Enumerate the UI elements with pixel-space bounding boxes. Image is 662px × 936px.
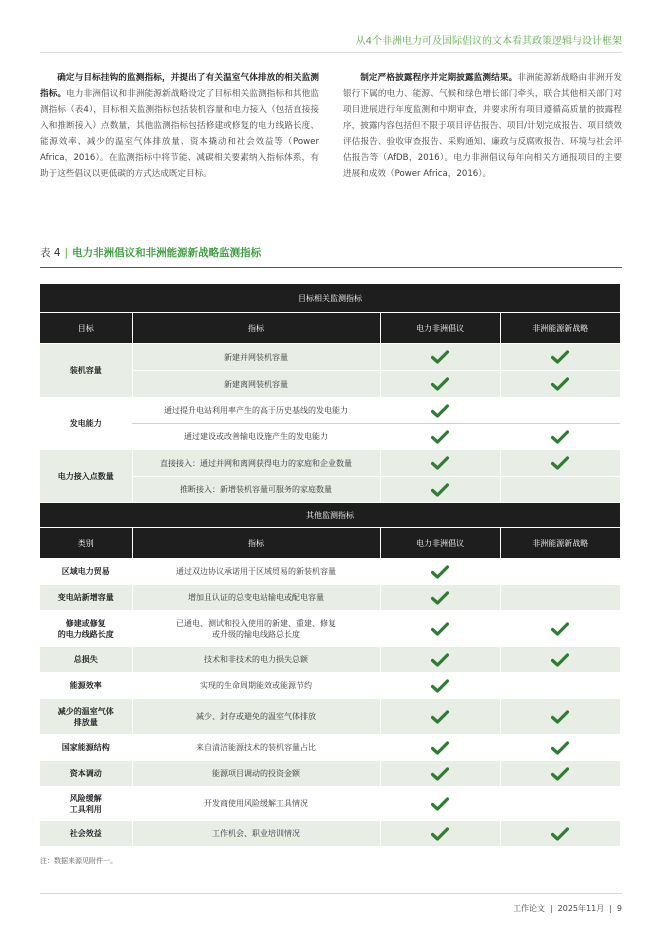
check-icon <box>551 653 569 667</box>
goal-cell: 电力接入点数量 <box>40 450 132 503</box>
footer-separator: | <box>549 904 553 913</box>
table-caption-title: 电力非洲倡议和非洲能源新战略监测指标 <box>72 247 262 259</box>
check-icon <box>431 741 449 755</box>
new-deal-check-cell <box>500 424 620 450</box>
column-header: 非洲能源新战略 <box>500 313 620 344</box>
power-africa-check-cell <box>380 344 500 371</box>
table-row <box>40 673 620 699</box>
check-icon <box>551 377 569 391</box>
check-icon <box>431 377 449 391</box>
table-row <box>40 611 620 647</box>
page-footer <box>513 903 622 914</box>
power-africa-check-cell <box>380 821 500 847</box>
check-icon <box>551 456 569 470</box>
column-header: 指标 <box>132 313 380 344</box>
category-cell: 减少的温室气体 排放量 <box>40 699 132 735</box>
power-africa-check-cell <box>380 585 500 611</box>
new-deal-check-cell <box>500 398 620 424</box>
new-deal-check-cell <box>500 699 620 735</box>
category-cell: 风险缓解 工具利用 <box>40 787 132 821</box>
other-indicators-body <box>40 559 620 847</box>
left-paragraph <box>40 70 319 182</box>
table-row <box>40 398 620 424</box>
column-header: 电力非洲倡议 <box>380 528 500 559</box>
check-icon <box>551 710 569 724</box>
new-deal-check-cell <box>500 761 620 787</box>
power-africa-check-cell <box>380 424 500 450</box>
check-icon <box>431 797 449 811</box>
indicator-cell: 推断接入：新增装机容量可服务的家庭数量 <box>132 477 380 503</box>
power-africa-check-cell <box>380 673 500 699</box>
new-deal-check-cell <box>500 371 620 398</box>
indicator-cell: 通过建设或改善输电设施产生的发电能力 <box>132 424 380 450</box>
right-paragraph-text: 非洲能源新战略由非洲开发银行下属的电力、能源、气候和绿色增长部门牵头，联合其他相关部门对项目进展进行年度监测和中期审查，并要求所有项目遵循高质量的披露程序，披露内容包括但不限于项目评估报告、项目/计划完成报告、项目绩效评估报告、验收审查报告、采购通知、廉政与反腐败报告、环境与社会评估报告等（AfDB，2016）。电力非洲倡议每年向相关方通报项目的主要进展和成效（Power Africa，2016）。 <box>343 73 622 179</box>
table-row <box>40 450 620 477</box>
table-row <box>40 647 620 673</box>
left-column <box>40 70 319 182</box>
right-paragraph <box>343 70 622 182</box>
indicator-cell: 已通电、测试和投入使用的新建、重建、修复 或升级的输电线路总长度 <box>132 611 380 647</box>
power-africa-check-cell <box>380 647 500 673</box>
column-header-row <box>40 528 620 559</box>
check-icon <box>431 767 449 781</box>
new-deal-check-cell <box>500 344 620 371</box>
page-number: 9 <box>616 904 622 913</box>
goal-cell: 发电能力 <box>40 398 132 450</box>
indicator-cell: 工作机会、职业培训情况 <box>132 821 380 847</box>
table-caption <box>40 245 261 260</box>
power-africa-check-cell <box>380 398 500 424</box>
footer-divider <box>40 893 622 894</box>
power-africa-check-cell <box>380 761 500 787</box>
power-africa-check-cell <box>380 699 500 735</box>
check-icon <box>431 430 449 444</box>
new-deal-check-cell <box>500 559 620 585</box>
header-divider <box>40 52 622 53</box>
new-deal-check-cell <box>500 647 620 673</box>
table-row <box>40 585 620 611</box>
category-cell: 国家能源结构 <box>40 735 132 761</box>
indicator-cell: 通过提升电站利用率产生的高于历史基线的发电能力 <box>132 398 380 424</box>
table-caption-separator: | <box>64 247 69 259</box>
category-cell: 修建或修复 的电力线路长度 <box>40 611 132 647</box>
table-row <box>40 559 620 585</box>
new-deal-check-cell <box>500 611 620 647</box>
column-header: 目标 <box>40 313 132 344</box>
check-icon <box>431 350 449 364</box>
column-header: 指标 <box>132 528 380 559</box>
category-cell: 能源效率 <box>40 673 132 699</box>
new-deal-check-cell <box>500 821 620 847</box>
check-icon <box>551 827 569 841</box>
indicator-cell: 技术和非技术的电力损失总额 <box>132 647 380 673</box>
table-row <box>40 761 620 787</box>
power-africa-check-cell <box>380 787 500 821</box>
indicator-cell: 来自清洁能源技术的装机容量占比 <box>132 735 380 761</box>
check-icon <box>431 710 449 724</box>
column-header: 电力非洲倡议 <box>380 313 500 344</box>
column-header-row <box>40 313 620 344</box>
indicator-cell: 减少、封存或避免的温室气体排放 <box>132 699 380 735</box>
new-deal-check-cell <box>500 477 620 503</box>
section-title: 目标相关监测指标 <box>40 284 620 313</box>
check-icon <box>551 430 569 444</box>
indicator-cell: 实现的生命周期能效或能源节约 <box>132 673 380 699</box>
power-africa-check-cell <box>380 735 500 761</box>
power-africa-check-cell <box>380 371 500 398</box>
new-deal-check-cell <box>500 673 620 699</box>
table-note: 注：数据来源见附件一。 <box>40 857 117 865</box>
check-icon <box>551 741 569 755</box>
left-paragraph-text: 电力非洲倡议和非洲能源新战略设定了目标相关监测指标和其他监测指标（表4），目标相关监测指标包括装机容量和电力接入（包括直接接入和推断接入）点数量，其他监测指标包括修建或修复的电力线路长度、能源效率、减少的温室气体排放量、资本撬动和社会效益等（Power Africa，2016）。在监测指标中将节能、减碳相关要素纳入指标体系，有助于这些倡议以更低碳的方式达成既定目标。 <box>40 89 319 179</box>
right-column <box>343 70 622 182</box>
indicator-cell: 新建并网装机容量 <box>132 344 380 371</box>
indicator-cell: 能源项目调动的投资金额 <box>132 761 380 787</box>
check-icon <box>431 653 449 667</box>
section-title: 其他监测指标 <box>40 503 620 528</box>
goal-cell: 装机容量 <box>40 344 132 398</box>
check-icon <box>431 456 449 470</box>
check-icon <box>551 622 569 636</box>
table-row <box>40 735 620 761</box>
check-icon <box>431 827 449 841</box>
footer-label: 工作论文 <box>512 904 545 913</box>
power-africa-check-cell <box>380 559 500 585</box>
category-cell: 区域电力贸易 <box>40 559 132 585</box>
check-icon <box>551 350 569 364</box>
check-icon <box>551 767 569 781</box>
power-africa-check-cell <box>380 611 500 647</box>
category-cell: 资本调动 <box>40 761 132 787</box>
power-africa-check-cell <box>380 477 500 503</box>
power-africa-check-cell <box>380 450 500 477</box>
column-header: 非洲能源新战略 <box>500 528 620 559</box>
caption-divider <box>40 267 622 268</box>
category-cell: 总损失 <box>40 647 132 673</box>
table-row <box>40 787 620 821</box>
check-icon <box>431 679 449 693</box>
column-header: 类别 <box>40 528 132 559</box>
indicator-cell: 通过双边协议承诺用于区域贸易的新装机容量 <box>132 559 380 585</box>
check-icon <box>431 622 449 636</box>
category-cell: 社会效益 <box>40 821 132 847</box>
footer-separator: | <box>609 904 612 913</box>
indicator-cell: 增加且认证的总变电站输电或配电容量 <box>132 585 380 611</box>
check-icon <box>431 404 449 418</box>
section-header-other <box>40 503 620 528</box>
table-caption-number: 表 4 <box>40 247 61 259</box>
running-header-title: 从4个非洲电力可及国际倡议的文本看其政策逻辑与设计框架 <box>355 36 622 47</box>
table-row <box>40 821 620 847</box>
new-deal-check-cell <box>500 787 620 821</box>
left-paragraph-lead: 确定与目标挂钩的监测指标，并提出了有关温室气体排放的相关监测指标。 <box>40 73 319 99</box>
right-paragraph-lead: 制定严格披露程序并定期披露监测结果。 <box>360 73 518 83</box>
check-icon <box>431 591 449 605</box>
monitoring-indicators-table <box>40 284 620 847</box>
indicator-cell: 新建离网装机容量 <box>132 371 380 398</box>
check-icon <box>431 565 449 579</box>
new-deal-check-cell <box>500 585 620 611</box>
category-cell: 变电站新增容量 <box>40 585 132 611</box>
indicator-cell: 开发商使用风险缓解工具情况 <box>132 787 380 821</box>
section-header-goal-related <box>40 284 620 313</box>
table-row <box>40 699 620 735</box>
new-deal-check-cell <box>500 450 620 477</box>
check-icon <box>431 483 449 497</box>
indicator-cell: 直接接入：通过并网和离网获得电力的家庭和企业数量 <box>132 450 380 477</box>
table-row <box>40 344 620 371</box>
new-deal-check-cell <box>500 735 620 761</box>
footer-date: 2025年11月 <box>557 904 605 913</box>
